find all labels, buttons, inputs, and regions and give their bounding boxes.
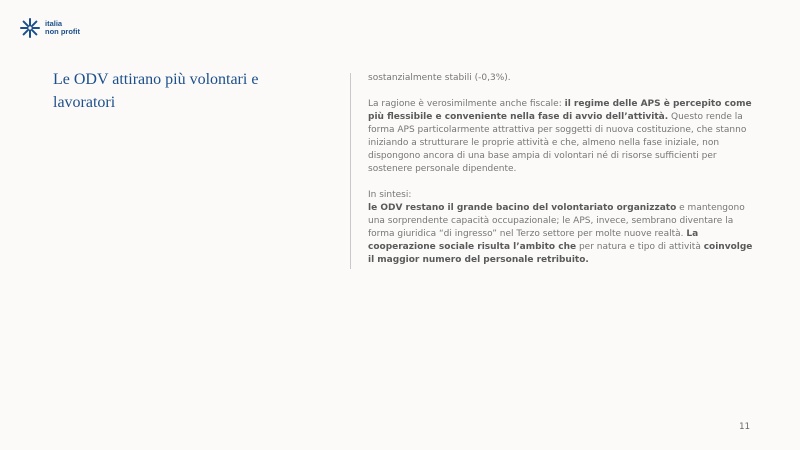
asterisk-logo-icon bbox=[19, 17, 41, 39]
vertical-divider bbox=[350, 73, 351, 269]
paragraph-2-text-2: Questo rende la forma APS particolarmente attrattiva per soggetti di nuova costituzione, che stanno iniziando a strutturare le proprie attività e che, almeno nella fase iniziale, non dispongono ancora di una base ampia di volontari né di risorse sufficienti per sostenere personale dipendente. bbox=[368, 112, 747, 174]
body-text bbox=[368, 72, 758, 280]
paragraph-3-bold-2: La cooperazione sociale risulta l’ambito che bbox=[368, 229, 699, 252]
paragraph-3 bbox=[368, 189, 758, 267]
paragraph-2 bbox=[368, 98, 758, 176]
slide-title: Le ODV attirano più volontari e lavoratori bbox=[53, 71, 259, 111]
paragraph-2-text-1: La ragione è verosimilmente anche fiscale: bbox=[368, 99, 565, 109]
paragraph-3-intro: In sintesi: bbox=[368, 190, 412, 200]
brand-line-2: non profit bbox=[45, 27, 80, 36]
brand-name bbox=[45, 20, 80, 36]
paragraph-3-text-2: per natura e tipo di attività bbox=[576, 242, 704, 252]
paragraph-1: sostanzialmente stabili (-0,3%). bbox=[368, 73, 511, 83]
page-number: 11 bbox=[739, 422, 750, 432]
paragraph-3-bold-3: coinvolge il maggior numero del personale retribuito. bbox=[368, 242, 753, 265]
brand-line-1: italia bbox=[45, 19, 63, 28]
brand-logo bbox=[19, 17, 80, 39]
paragraph-3-bold-1: le ODV restano il grande bacino del volontariato organizzato bbox=[368, 203, 677, 213]
paragraph-2-bold-1: il regime delle APS è percepito come più flessibile e conveniente nella fase di avvio dell’attività. bbox=[368, 99, 752, 122]
paragraph-3-text-1: e mantengono una sorprendente capacità occupazionale; le APS, invece, sembrano diventare la forma giuridica “di ingresso” nel Terzo settore per molte nuove realtà. bbox=[368, 203, 745, 239]
